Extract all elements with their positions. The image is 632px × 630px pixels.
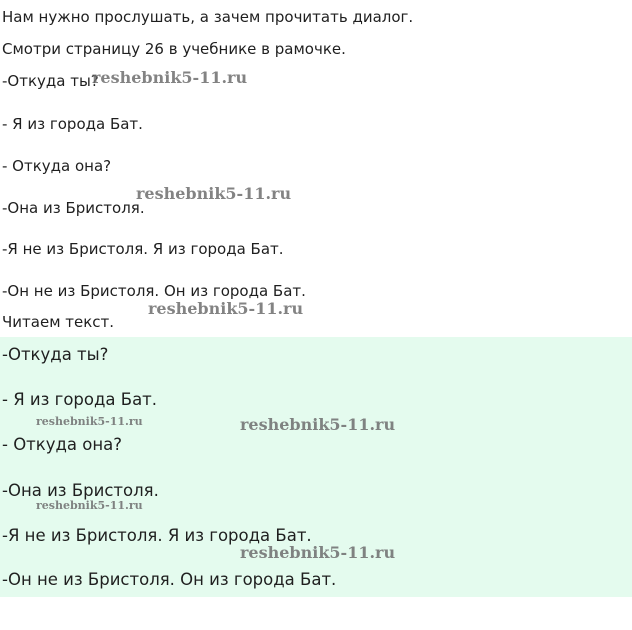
green-dialog-line-3: - Откуда она?: [2, 435, 123, 454]
intro-line-1: Нам нужно прослушать, а зачем прочитать диалог.: [2, 8, 414, 26]
watermark-text: reshebnik5-11.ru: [136, 184, 292, 203]
green-dialog-line-2: - Я из города Бат.: [2, 390, 158, 409]
dialog-line-6: -Он не из Бристоля. Он из города Бат.: [2, 282, 306, 300]
read-label: Читаем текст.: [2, 313, 115, 331]
green-dialog-line-6: -Он не из Бристоля. Он из города Бат.: [2, 570, 337, 589]
watermark-text: reshebnik5-11.ru: [240, 415, 396, 434]
dialog-line-2: - Я из города Бат.: [2, 115, 143, 133]
watermark-text: reshebnik5-11.ru: [148, 299, 304, 318]
green-dialog-line-1: -Откуда ты?: [2, 345, 109, 364]
intro-line-2: Смотри страницу 26 в учебнике в рамочке.: [2, 40, 346, 58]
dialog-line-3: - Откуда она?: [2, 157, 112, 175]
green-dialog-line-4: -Она из Бристоля.: [2, 481, 159, 500]
green-dialog-line-5: -Я не из Бристоля. Я из города Бат.: [2, 526, 312, 545]
dialog-line-5: -Я не из Бристоля. Я из города Бат.: [2, 240, 284, 258]
watermark-text: reshebnik5-11.ru: [36, 499, 143, 512]
watermark-text: reshebnik5-11.ru: [36, 415, 143, 428]
dialog-line-1: -Откуда ты?: [2, 72, 99, 90]
dialog-line-4: -Она из Бристоля.: [2, 199, 145, 217]
watermark-text: reshebnik5-11.ru: [240, 543, 396, 562]
watermark-text: reshebnik5-11.ru: [92, 68, 248, 87]
